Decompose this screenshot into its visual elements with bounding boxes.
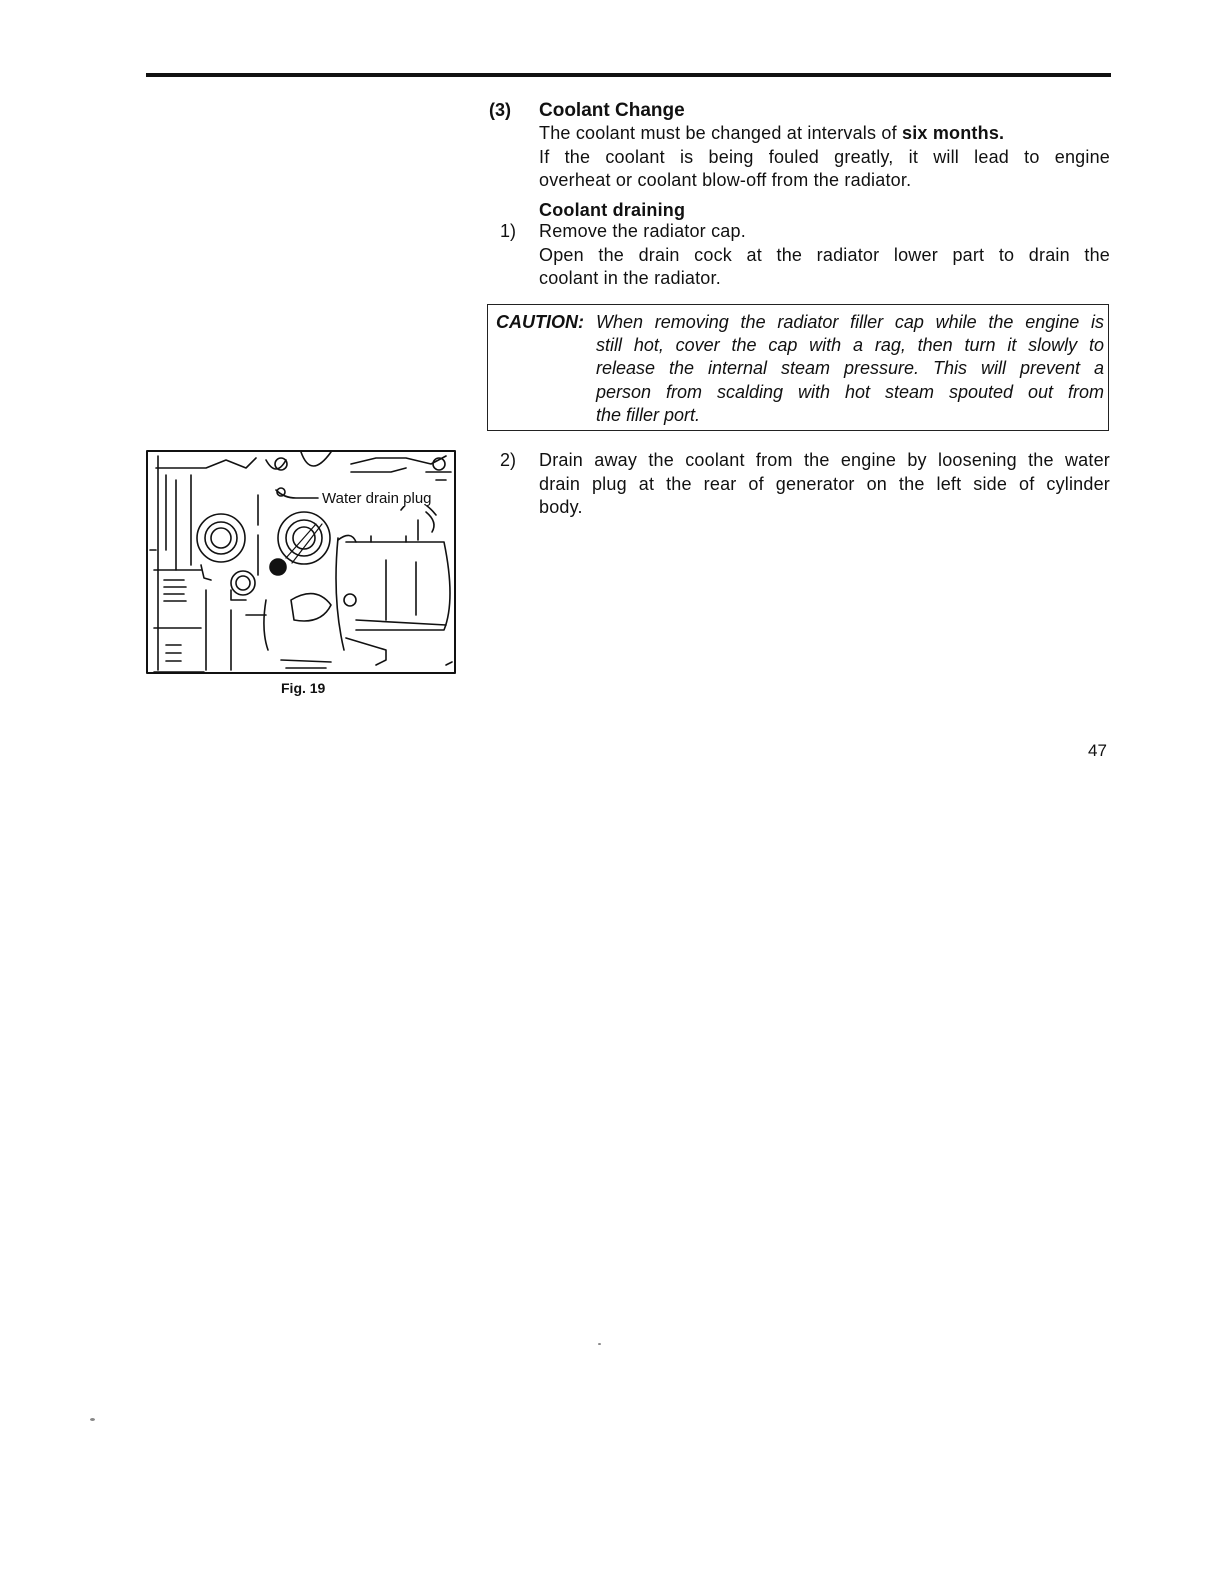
caution-line-3: release the internal steam pressure. This will prevent a — [596, 358, 1104, 379]
draining-heading: Coolant draining — [539, 200, 686, 220]
interval-emphasis: six months. — [902, 123, 1005, 143]
caution-line-4: person from scalding with hot steam spouted out from — [596, 381, 1104, 402]
scan-speck — [90, 1418, 95, 1421]
engine-illustration — [146, 450, 456, 675]
scan-speck — [598, 1343, 601, 1345]
step-2-number: 2) — [500, 450, 517, 470]
caution-text — [596, 311, 1104, 427]
figure-caption: Fig. 19 — [281, 680, 326, 696]
step-2-text — [539, 449, 1110, 520]
section-title: Coolant Change — [539, 100, 685, 121]
section-number: (3) — [489, 100, 511, 120]
engine-figure — [146, 450, 456, 675]
intro-line-2: If the coolant is being fouled greatly, it will lead to engine — [539, 146, 1110, 167]
intro-paragraph — [539, 122, 1110, 193]
step-2-line-2: drain plug at the rear of generator on the left side of cylinder — [539, 473, 1110, 494]
step-1-number: 1) — [500, 221, 517, 241]
step-1-line-3: coolant in the radiator. — [539, 268, 721, 288]
caution-line-2: still hot, cover the cap with a rag, then turn it slowly to — [596, 335, 1104, 356]
page-number: 47 — [1088, 741, 1107, 760]
caution-line-5: the filler port. — [596, 404, 701, 425]
intro-line-1: The coolant must be changed at intervals of six months. — [539, 123, 1005, 143]
step-2-line-3: body. — [539, 497, 583, 517]
step-1-text — [539, 220, 1110, 291]
step-1-line-2: Open the drain cock at the radiator lower part to drain the — [539, 244, 1110, 265]
draining-heading-block — [539, 196, 1110, 223]
step-2-line-1: Drain away the coolant from the engine by loosening the water — [539, 450, 1110, 470]
step-1-line-1: Remove the radiator cap. — [539, 221, 746, 241]
caution-line-1: When removing the radiator filler cap while the engine is — [596, 312, 1104, 332]
top-rule — [146, 73, 1111, 77]
figure-callout: Water drain plug — [322, 490, 432, 507]
intro-line-3: overheat or coolant blow-off from the radiator. — [539, 170, 912, 190]
caution-box — [487, 304, 1109, 431]
caution-label: CAUTION: — [496, 312, 584, 332]
